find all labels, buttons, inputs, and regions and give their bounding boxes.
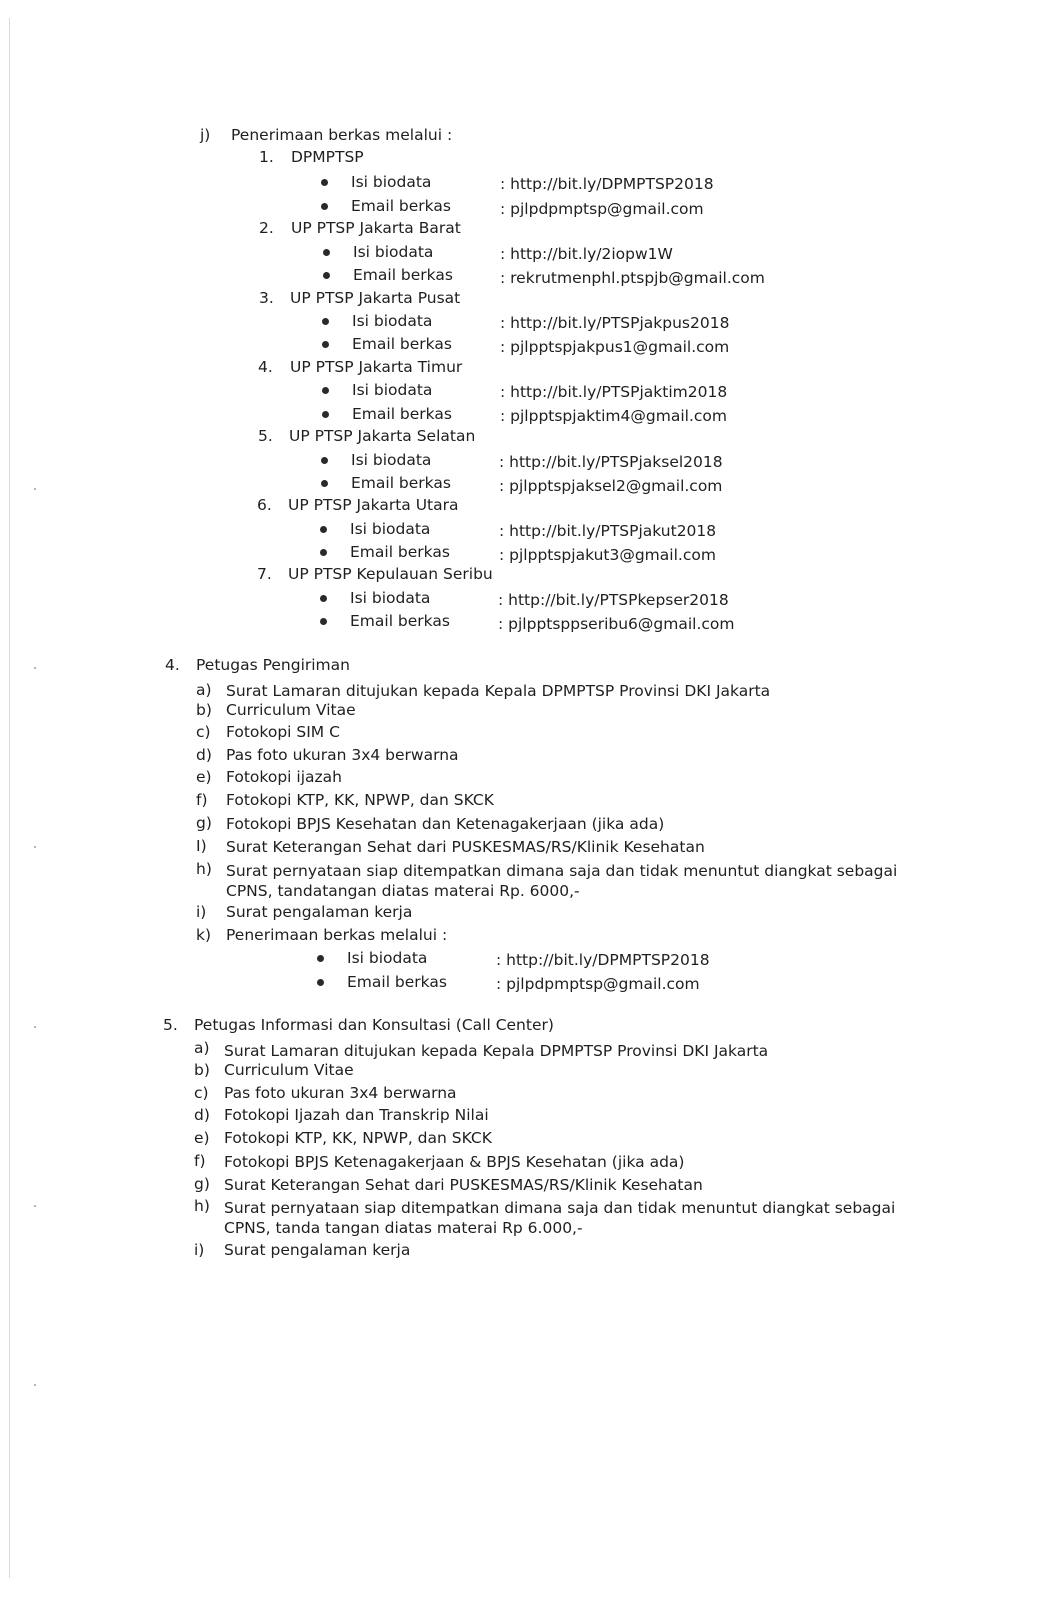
office-name: UP PTSP Jakarta Selatan: [289, 427, 476, 445]
item-marker: a): [194, 1039, 210, 1057]
section-j-title: Penerimaan berkas melalui :: [231, 126, 453, 144]
item-marker: f): [194, 1152, 206, 1170]
row-value: : pjlpptspjaktim4@gmail.com: [500, 407, 727, 425]
bullet-icon: [320, 549, 327, 556]
item-text: Pas foto ukuran 3x4 berwarna: [224, 1084, 457, 1102]
item-text: Curriculum Vitae: [226, 701, 356, 719]
item-marker: a): [196, 681, 212, 699]
scan-speck: [34, 1205, 36, 1207]
item-text-continuation: CPNS, tanda tangan diatas materai Rp 6.000,-: [224, 1219, 583, 1237]
section-number: 5.: [163, 1016, 178, 1034]
item-text-continuation: CPNS, tandatangan diatas materai Rp. 6000,-: [226, 882, 580, 900]
item-marker: e): [196, 768, 212, 786]
row-label: Isi biodata: [351, 173, 432, 191]
bullet-icon: [323, 272, 330, 279]
bullet-icon: [320, 618, 327, 625]
office-name: UP PTSP Jakarta Timur: [290, 358, 463, 376]
office-number: 3.: [259, 289, 274, 307]
row-label: Email berkas: [352, 335, 452, 353]
row-label: Isi biodata: [351, 451, 432, 469]
bullet-icon: [317, 955, 324, 962]
bullet-icon: [321, 457, 328, 464]
row-label: Email berkas: [351, 474, 451, 492]
scan-speck: [34, 488, 36, 490]
bullet-icon: [321, 179, 328, 186]
item-text: Surat pernyataan siap ditempatkan dimana saja dan tidak menuntut diangkat sebagai: [226, 862, 898, 880]
row-label: Isi biodata: [350, 520, 431, 538]
item-marker: d): [194, 1106, 210, 1124]
item-text: Surat pengalaman kerja: [226, 903, 413, 921]
row-label: Isi biodata: [353, 243, 434, 261]
office-name: UP PTSP Jakarta Barat: [291, 219, 461, 237]
scan-speck: [34, 667, 36, 669]
item-marker: g): [196, 814, 212, 832]
row-label: Email berkas: [350, 612, 450, 630]
item-text: Fotokopi BPJS Kesehatan dan Ketenagakerjaan (jika ada): [226, 815, 665, 833]
row-value: : pjlpptspjakut3@gmail.com: [499, 546, 716, 564]
office-number: 6.: [257, 496, 272, 514]
section-number: 4.: [165, 656, 180, 674]
row-value: : http://bit.ly/PTSPjaksel2018: [499, 453, 723, 471]
item-marker: i): [196, 903, 207, 921]
office-number: 1.: [259, 148, 274, 166]
row-value: : pjlpptsppseribu6@gmail.com: [498, 615, 735, 633]
bullet-icon: [317, 979, 324, 986]
item-text: Surat Lamaran ditujukan kepada Kepala DPMPTSP Provinsi DKI Jakarta: [226, 682, 771, 700]
item-text: Surat pengalaman kerja: [224, 1241, 411, 1259]
item-text: Surat Lamaran ditujukan kepada Kepala DPMPTSP Provinsi DKI Jakarta: [224, 1042, 769, 1060]
office-name: UP PTSP Jakarta Utara: [288, 496, 459, 514]
row-label: Email berkas: [350, 543, 450, 561]
item-text: Fotokopi KTP, KK, NPWP, dan SKCK: [224, 1129, 492, 1147]
item-marker: f): [196, 791, 208, 809]
bullet-icon: [322, 387, 329, 394]
bullet-icon: [320, 595, 327, 602]
item-text: Fotokopi KTP, KK, NPWP, dan SKCK: [226, 791, 494, 809]
row-label: Email berkas: [347, 973, 447, 991]
row-label: Isi biodata: [352, 381, 433, 399]
row-label: Email berkas: [353, 266, 453, 284]
section-j-marker: j): [200, 126, 211, 144]
row-label: Isi biodata: [350, 589, 431, 607]
section-title: Petugas Pengiriman: [196, 656, 350, 674]
row-value: : pjlpdpmptsp@gmail.com: [500, 200, 704, 218]
item-text: Pas foto ukuran 3x4 berwarna: [226, 746, 459, 764]
office-number: 7.: [257, 565, 272, 583]
scan-speck: [34, 1384, 36, 1386]
item-marker: d): [196, 746, 212, 764]
item-marker: c): [194, 1084, 209, 1102]
item-marker: b): [196, 701, 212, 719]
bullet-icon: [322, 318, 329, 325]
item-marker: h): [196, 860, 212, 878]
office-name: UP PTSP Jakarta Pusat: [290, 289, 461, 307]
row-value: : http://bit.ly/2iopw1W: [500, 245, 673, 263]
section-title: Petugas Informasi dan Konsultasi (Call Center): [194, 1016, 554, 1034]
office-name: DPMPTSP: [291, 148, 364, 166]
item-marker: h): [194, 1197, 210, 1215]
bullet-icon: [322, 341, 329, 348]
office-name: UP PTSP Kepulauan Seribu: [288, 565, 493, 583]
item-marker: e): [194, 1129, 210, 1147]
item-text: Surat Keterangan Sehat dari PUSKESMAS/RS/Klinik Kesehatan: [224, 1176, 703, 1194]
bullet-icon: [321, 203, 328, 210]
row-value: : http://bit.ly/DPMPTSP2018: [500, 175, 714, 193]
bullet-icon: [320, 526, 327, 533]
bullet-icon: [321, 480, 328, 487]
item-text: Fotokopi SIM C: [226, 723, 340, 741]
item-marker: g): [194, 1175, 210, 1193]
row-value: : rekrutmenphl.ptspjb@gmail.com: [500, 269, 765, 287]
office-number: 4.: [258, 358, 273, 376]
office-number: 5.: [258, 427, 273, 445]
item-marker: b): [194, 1061, 210, 1079]
row-value: : pjlpptspjakpus1@gmail.com: [500, 338, 730, 356]
row-label: Email berkas: [352, 405, 452, 423]
item-marker: I): [196, 837, 207, 855]
item-text: Penerimaan berkas melalui :: [226, 926, 448, 944]
row-value: : http://bit.ly/PTSPjaktim2018: [500, 383, 728, 401]
item-text: Surat Keterangan Sehat dari PUSKESMAS/RS/Klinik Kesehatan: [226, 838, 705, 856]
bullet-icon: [323, 249, 330, 256]
bullet-icon: [322, 411, 329, 418]
scan-speck: [34, 1026, 36, 1028]
item-text: Surat pernyataan siap ditempatkan dimana saja dan tidak menuntut diangkat sebagai: [224, 1199, 896, 1217]
row-value: : http://bit.ly/PTSPjakut2018: [499, 522, 717, 540]
row-label: Email berkas: [351, 197, 451, 215]
row-label: Isi biodata: [352, 312, 433, 330]
scan-speck: [34, 846, 36, 848]
item-marker: i): [194, 1241, 205, 1259]
item-text: Fotokopi Ijazah dan Transkrip Nilai: [224, 1106, 489, 1124]
item-marker: c): [196, 723, 211, 741]
scan-edge-line: [9, 18, 10, 1578]
row-value: : pjlpptspjaksel2@gmail.com: [499, 477, 723, 495]
row-value: : http://bit.ly/PTSPkepser2018: [498, 591, 729, 609]
row-value: : http://bit.ly/PTSPjakpus2018: [500, 314, 730, 332]
item-text: Fotokopi ijazah: [226, 768, 342, 786]
office-number: 2.: [259, 219, 274, 237]
item-text: Curriculum Vitae: [224, 1061, 354, 1079]
row-label: Isi biodata: [347, 949, 428, 967]
item-text: Fotokopi BPJS Ketenagakerjaan & BPJS Kesehatan (jika ada): [224, 1153, 685, 1171]
row-value: : pjlpdpmptsp@gmail.com: [496, 975, 700, 993]
item-marker: k): [196, 926, 212, 944]
row-value: : http://bit.ly/DPMPTSP2018: [496, 951, 710, 969]
